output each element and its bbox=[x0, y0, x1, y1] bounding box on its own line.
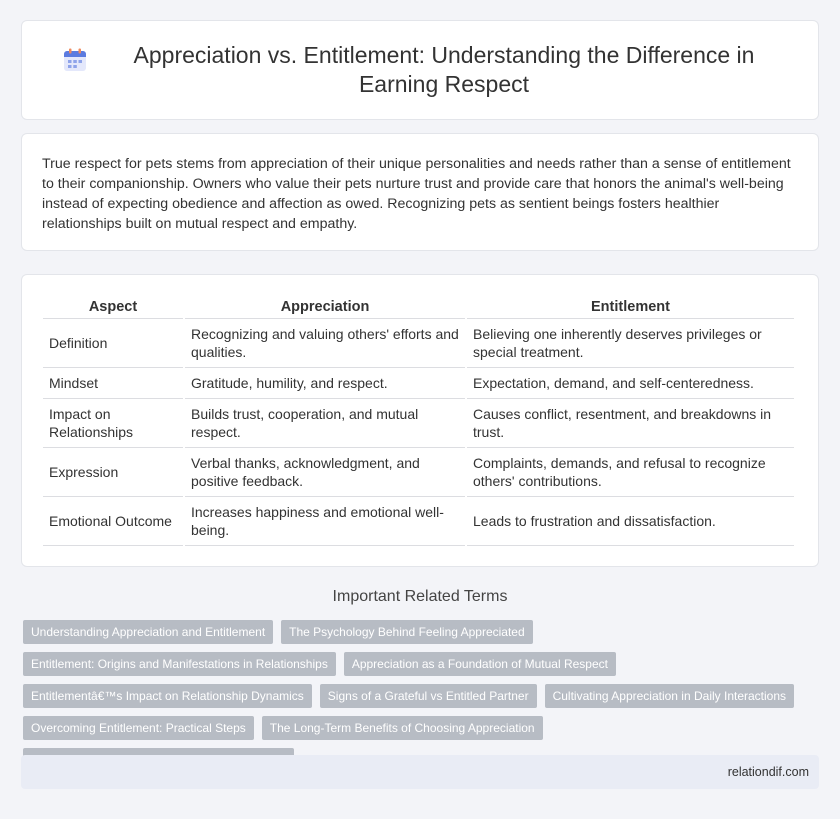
row-appreciation: Increases happiness and emotional well-being. bbox=[185, 497, 465, 546]
related-term-tag[interactable]: Cultivating Appreciation in Daily Interactions bbox=[545, 684, 794, 708]
footer-site[interactable]: relationdif.com bbox=[727, 765, 809, 779]
row-entitlement: Complaints, demands, and refusal to recognize others' contributions. bbox=[467, 448, 794, 497]
row-appreciation: Verbal thanks, acknowledgment, and positive feedback. bbox=[185, 448, 465, 497]
table-row bbox=[43, 497, 794, 546]
row-aspect: Mindset bbox=[43, 368, 183, 399]
row-entitlement: Believing one inherently deserves privileges or special treatment. bbox=[467, 319, 794, 368]
table-row bbox=[43, 399, 794, 448]
title-card bbox=[21, 20, 819, 120]
title-wrap bbox=[62, 41, 778, 99]
row-appreciation: Builds trust, cooperation, and mutual respect. bbox=[185, 399, 465, 448]
row-appreciation: Recognizing and valuing others' efforts and qualities. bbox=[185, 319, 465, 368]
related-term-tag[interactable]: The Psychology Behind Feeling Appreciated bbox=[281, 620, 532, 644]
row-appreciation: Gratitude, humility, and respect. bbox=[185, 368, 465, 399]
related-term-tag[interactable]: Entitlement: Origins and Manifestations in Relationships bbox=[23, 652, 336, 676]
related-term-tag[interactable]: The Long-Term Benefits of Choosing Appreciation bbox=[262, 716, 543, 740]
related-term-tag[interactable]: Appreciation as a Foundation of Mutual Respect bbox=[344, 652, 616, 676]
footer bbox=[21, 755, 819, 789]
row-aspect: Definition bbox=[43, 319, 183, 368]
related-term-tag[interactable]: Overcoming Entitlement: Practical Steps bbox=[23, 716, 254, 740]
table-header-row bbox=[43, 295, 794, 319]
related-term-tag[interactable]: Entitlementâ€™s Impact on Relationship Dynamics bbox=[23, 684, 312, 708]
intro-card bbox=[21, 133, 819, 251]
comparison-table bbox=[41, 295, 796, 546]
row-entitlement: Expectation, demand, and self-centeredness. bbox=[467, 368, 794, 399]
table-row bbox=[43, 319, 794, 368]
header-aspect: Aspect bbox=[43, 295, 183, 319]
row-entitlement: Leads to frustration and dissatisfaction. bbox=[467, 497, 794, 546]
row-aspect: Impact on Relationships bbox=[43, 399, 183, 448]
related-terms-heading: Important Related Terms bbox=[332, 588, 508, 605]
calendar-icon bbox=[62, 47, 88, 73]
related-term-tag[interactable]: Understanding Appreciation and Entitlement bbox=[23, 620, 273, 644]
page-title: Appreciation vs. Entitlement: Understanding the Difference in Earning Respect bbox=[133, 42, 755, 97]
table-row bbox=[43, 368, 794, 399]
row-aspect: Emotional Outcome bbox=[43, 497, 183, 546]
row-entitlement: Causes conflict, resentment, and breakdowns in trust. bbox=[467, 399, 794, 448]
header-appreciation: Appreciation bbox=[185, 295, 465, 319]
header-entitlement: Entitlement bbox=[467, 295, 794, 319]
intro-text: True respect for pets stems from appreciation of their unique personalities and needs rather than a sense of entitlement to their companionship. Owners who value their pets nurture trust and provide care that honors the animal's well-being instead of expecting obedience and affection as owed. Recognizing pets as sentient beings fosters healthier relationships built on mutual respect and empathy. bbox=[42, 156, 791, 232]
table-row bbox=[43, 448, 794, 497]
related-term-tag[interactable]: Signs of a Grateful vs Entitled Partner bbox=[320, 684, 537, 708]
row-aspect: Expression bbox=[43, 448, 183, 497]
comparison-table-card bbox=[21, 274, 819, 567]
